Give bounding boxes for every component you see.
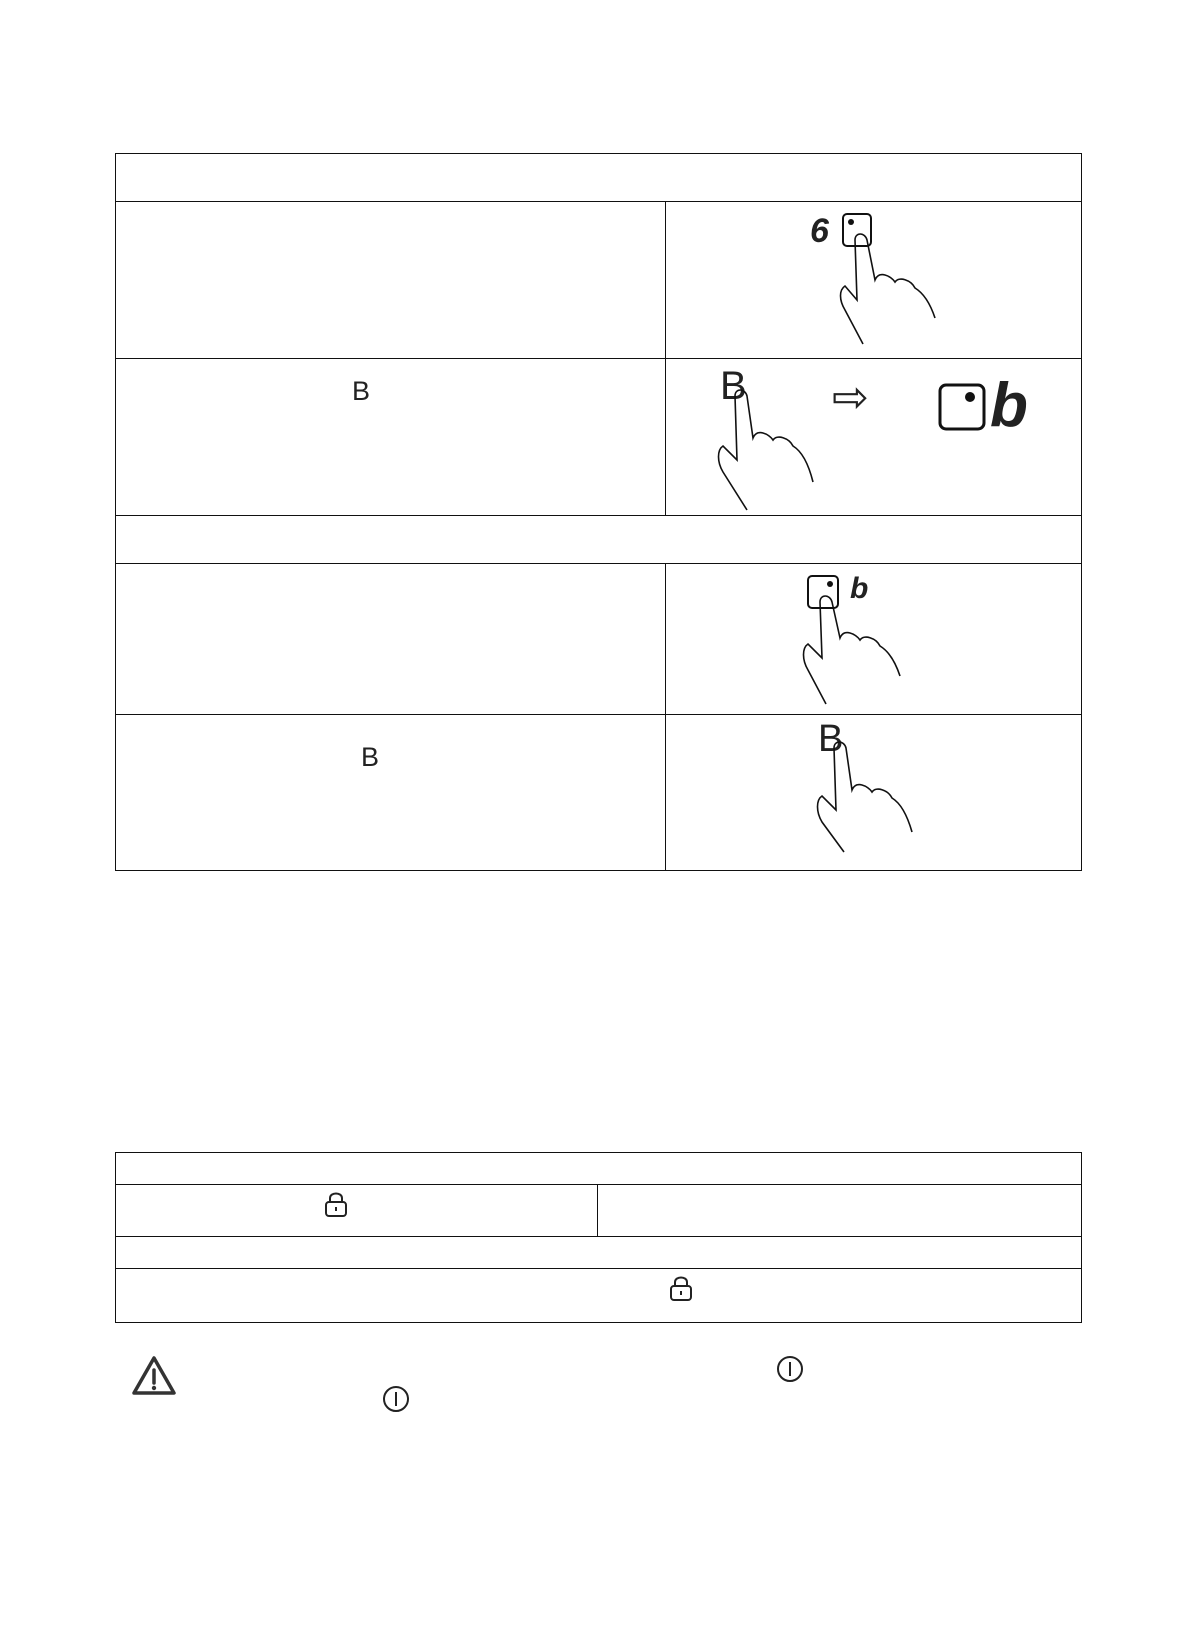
table1-rule — [115, 563, 1082, 564]
hand-pressing-icon — [705, 386, 825, 516]
table1-col-divider — [665, 563, 666, 871]
table2-border-left — [115, 1152, 116, 1323]
power-icon — [381, 1384, 411, 1414]
lock-icon — [324, 1190, 348, 1218]
table2-border-right — [1081, 1152, 1082, 1323]
table2-rule — [115, 1184, 1082, 1185]
table1-border-bottom — [115, 870, 1082, 871]
display-digit: b — [850, 572, 869, 605]
row-symbol-b: B — [352, 376, 371, 406]
table2-rule — [115, 1268, 1082, 1269]
table1-rule — [115, 358, 1082, 359]
table2-border-top — [115, 1152, 1082, 1153]
table2-rule — [115, 1236, 1082, 1237]
result-digit: b — [990, 371, 1028, 440]
table1-border-right — [1081, 153, 1082, 871]
table1-rule — [115, 714, 1082, 715]
hand-pressing-button-icon — [835, 210, 945, 350]
table1-col-divider — [665, 201, 666, 516]
hand-pressing-icon — [810, 740, 920, 870]
arrow-right-icon: ⇨ — [832, 373, 869, 422]
table1-rule — [115, 201, 1082, 202]
table1-border-top — [115, 153, 1082, 154]
warning-triangle-icon — [131, 1355, 177, 1397]
table2-border-bottom — [115, 1322, 1082, 1323]
table1-border-left — [115, 153, 116, 871]
display-digit: 6 — [810, 212, 829, 250]
key-symbol-b: B — [818, 718, 844, 760]
table1-rule — [115, 515, 1082, 516]
lock-icon — [669, 1274, 693, 1302]
table2-col-divider — [597, 1184, 598, 1237]
row-symbol-b: B — [361, 742, 380, 772]
button-dot-icon — [938, 383, 988, 433]
power-icon — [775, 1354, 805, 1384]
key-symbol-b: B — [720, 364, 747, 408]
